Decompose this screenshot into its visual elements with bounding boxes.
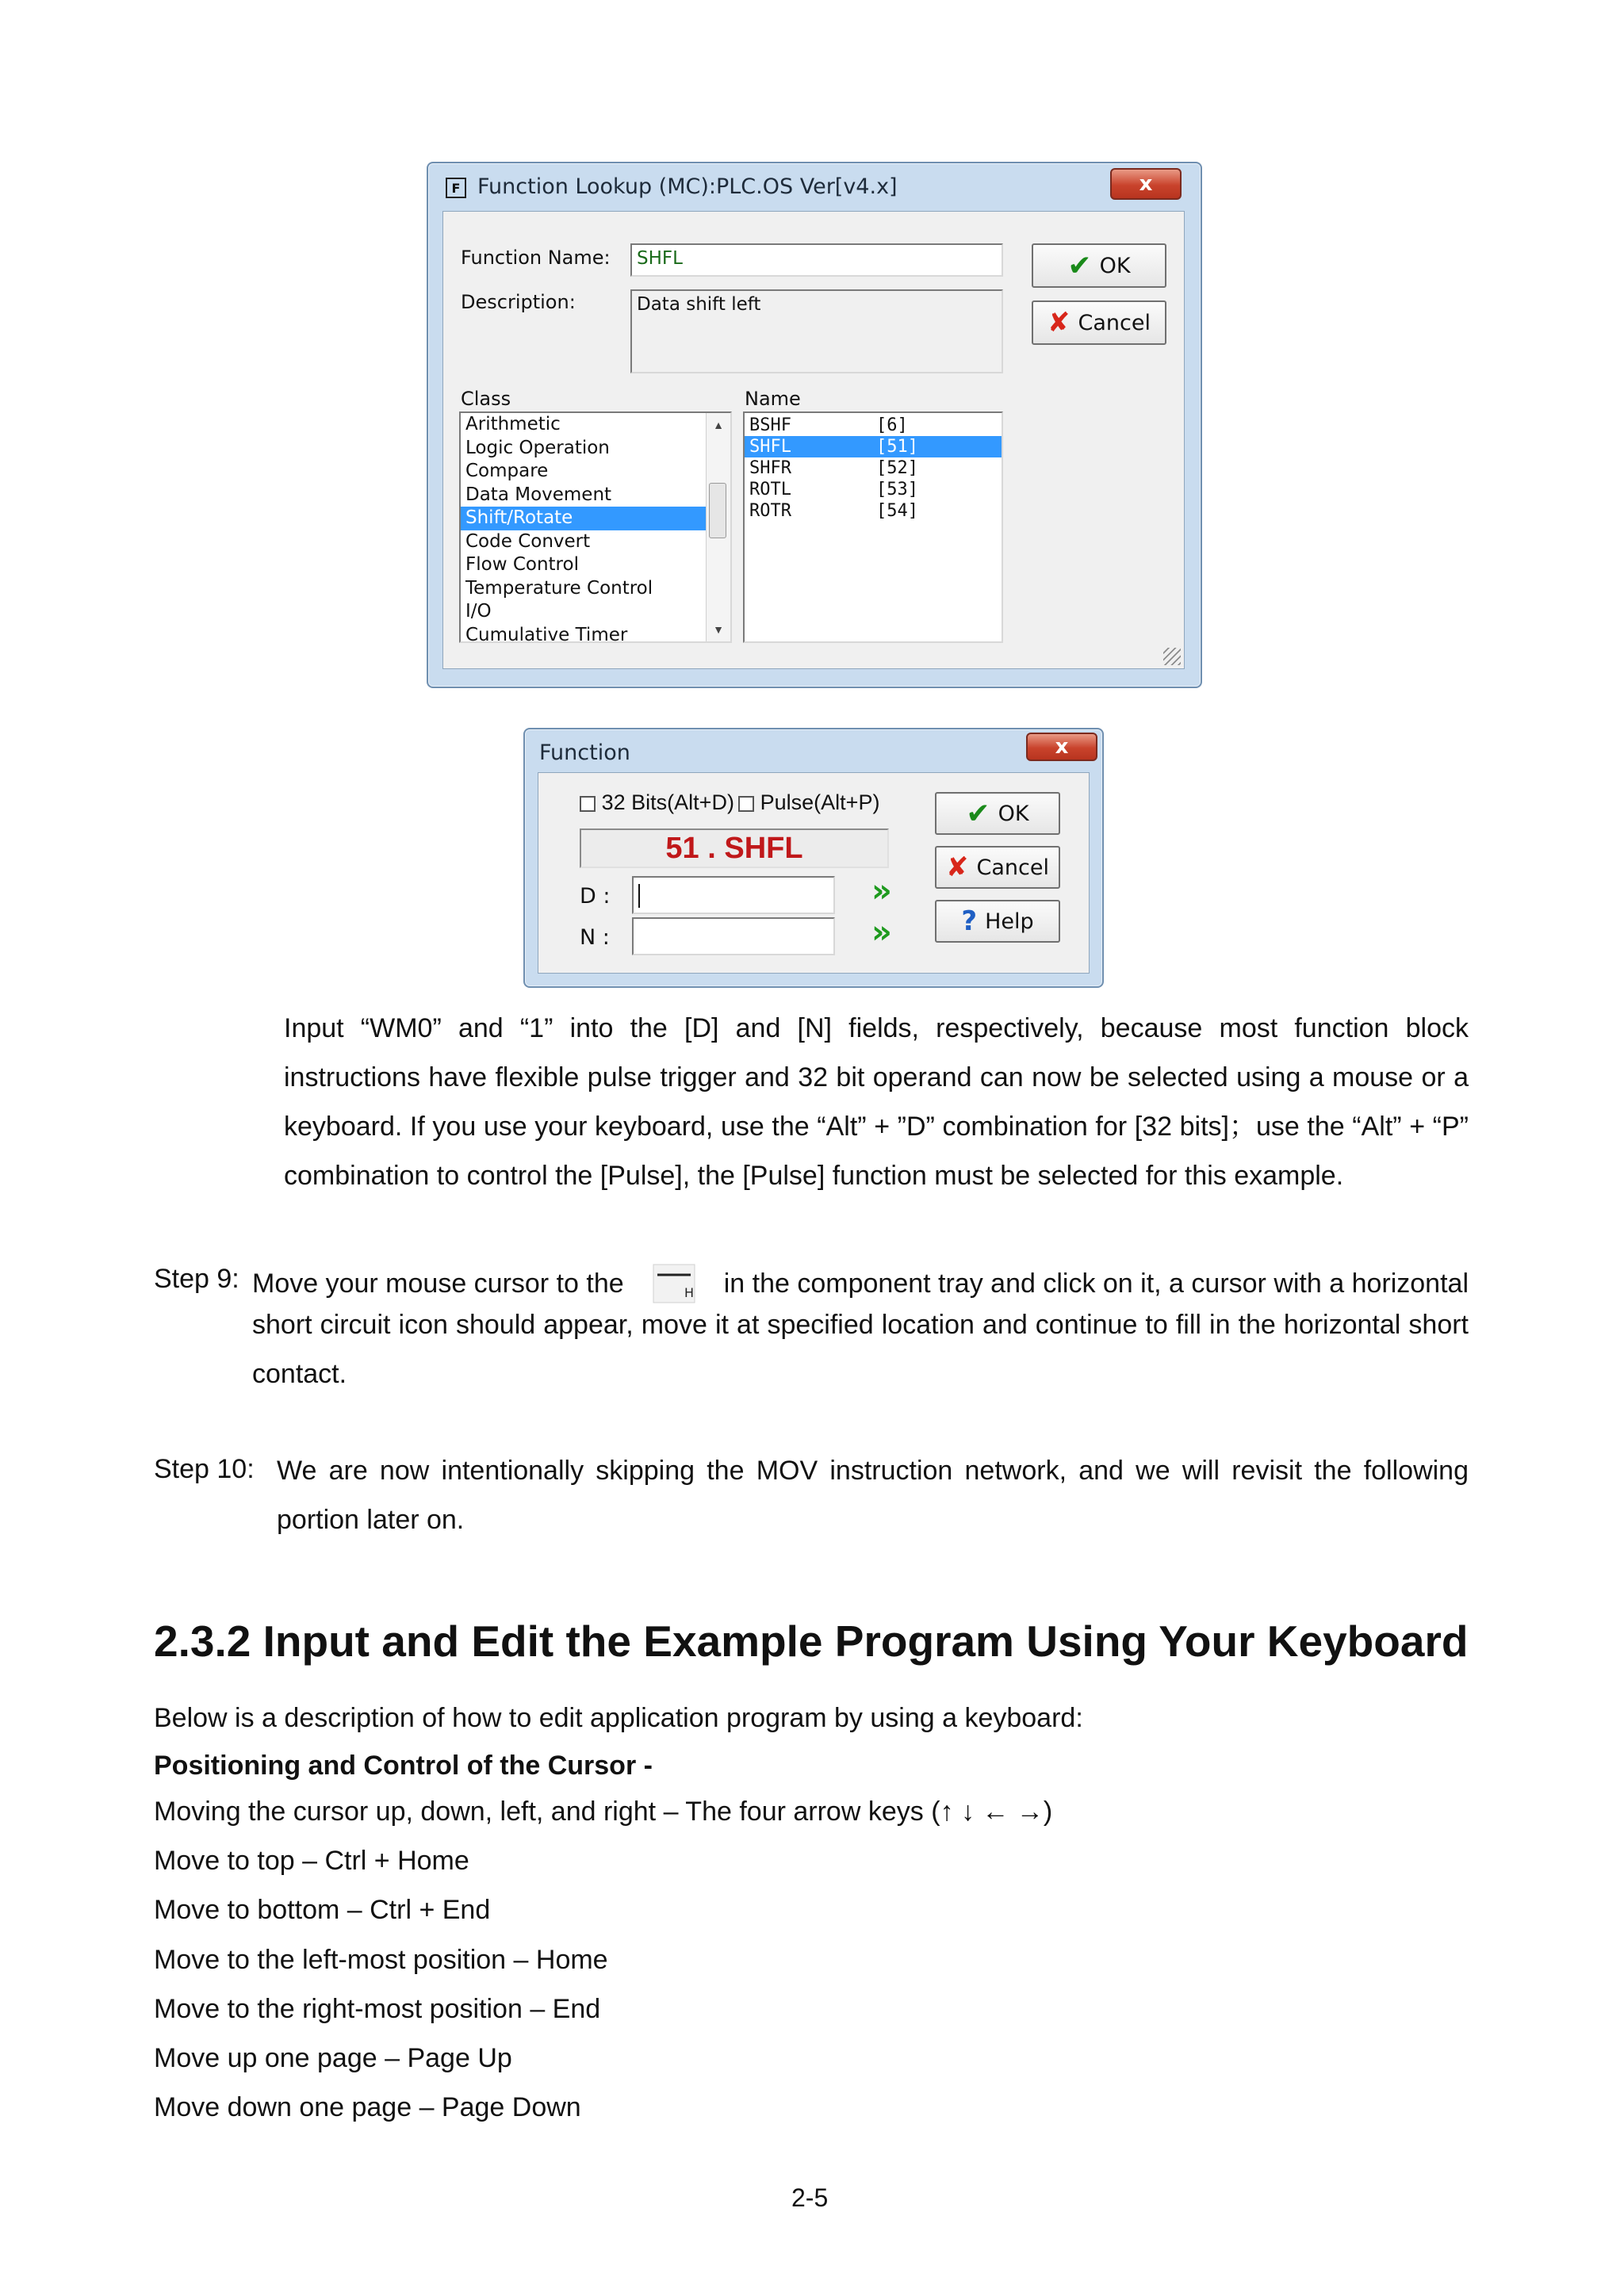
class-list-item[interactable]: Temperature Control bbox=[465, 577, 653, 599]
paragraph-input-instructions: Input “WM0” and “1” into the [D] and [N] fields, respectively, because most function block instructions have flexible pulse trigger and 32 bit operand can now be selected using a mouse or a keyboard. If you use your keyboard, use the “Alt” + ”D” combination for [32 bits]；use the “Alt” + “P” combination to control the [Pulse], the [Pulse] function must be selected for this example. bbox=[284, 1013, 1469, 1191]
name-list-item[interactable] bbox=[745, 500, 1002, 522]
class-list-item[interactable]: Code Convert bbox=[465, 530, 591, 552]
cursor-control-line: Move down one page – Page Down bbox=[154, 2092, 581, 2123]
ok-button[interactable] bbox=[1032, 243, 1166, 288]
step9-label: Step 9: bbox=[154, 1264, 239, 1294]
step10-text: We are now intentionally skipping the MOV instruction network, and we will revisit the following portion later on. bbox=[277, 1456, 1469, 1535]
app-icon bbox=[446, 178, 466, 198]
function-code: BSHF bbox=[749, 415, 791, 435]
step9-text-before: Move your mouse cursor to the bbox=[252, 1268, 624, 1299]
dialog-client-area bbox=[442, 211, 1185, 669]
close-button[interactable] bbox=[1110, 168, 1182, 200]
class-list-item[interactable]: I/O bbox=[465, 601, 492, 622]
cursor-control-line: Moving the cursor up, down, left, and right – The four arrow keys (↑ ↓ ← →) bbox=[154, 1797, 1053, 1827]
cursor-control-line: Move to top – Ctrl + Home bbox=[154, 1846, 469, 1877]
cross-icon: ✘ bbox=[1048, 307, 1071, 339]
function-number: [6] bbox=[876, 415, 908, 435]
scroll-down-icon[interactable]: ▼ bbox=[713, 623, 724, 636]
cancel-label: Cancel bbox=[1078, 310, 1151, 335]
class-list-item[interactable]: Data Movement bbox=[465, 484, 612, 505]
cancel-button[interactable] bbox=[935, 846, 1060, 889]
cursor-control-line: Move to bottom – Ctrl + End bbox=[154, 1895, 491, 1926]
help-icon: ? bbox=[961, 905, 978, 937]
function-name-label: Function Name: bbox=[461, 247, 611, 269]
page-number: 2-5 bbox=[791, 2183, 829, 2212]
n-label: N : bbox=[580, 925, 610, 950]
close-icon: x bbox=[1139, 172, 1153, 196]
ok-label: OK bbox=[998, 801, 1029, 826]
pulse-option[interactable] bbox=[738, 790, 879, 815]
scroll-up-icon[interactable]: ▲ bbox=[713, 419, 724, 431]
cursor-control-line: Move to the left-most position – Home bbox=[154, 1944, 608, 1975]
close-button[interactable] bbox=[1026, 733, 1097, 761]
bits32-checkbox[interactable] bbox=[580, 796, 596, 812]
class-list-item[interactable]: Arithmetic bbox=[465, 414, 561, 434]
n-input[interactable] bbox=[632, 917, 835, 955]
description-field: Data shift left bbox=[630, 289, 1003, 373]
bits32-label: 32 Bits(Alt+D) bbox=[601, 790, 734, 814]
class-list-item[interactable]: Flow Control bbox=[465, 554, 579, 575]
step9-first-line bbox=[252, 1264, 1469, 1303]
function-number: [51] bbox=[876, 437, 918, 457]
help-button[interactable] bbox=[935, 900, 1060, 943]
class-list-item[interactable]: Shift/Rotate bbox=[461, 507, 730, 530]
class-list-items bbox=[461, 413, 730, 643]
checkmark-icon: ✔ bbox=[966, 797, 990, 830]
pulse-checkbox[interactable] bbox=[738, 796, 754, 812]
d-browse-icon[interactable]: » bbox=[871, 873, 892, 909]
d-label: D : bbox=[580, 884, 611, 909]
description-label: Description: bbox=[461, 291, 576, 313]
function-dialog bbox=[523, 728, 1104, 988]
class-scrollbar[interactable] bbox=[706, 413, 730, 641]
dialog-title: Function Lookup (MC):PLC.OS Ver[v4.x] bbox=[477, 174, 898, 199]
cursor-control-line: Move to the right-most position – End bbox=[154, 1993, 601, 2024]
name-list-item[interactable] bbox=[745, 457, 1002, 479]
function-number: [53] bbox=[876, 480, 918, 499]
horizontal-short-icon bbox=[653, 1264, 695, 1303]
app-icon-letter: F bbox=[451, 180, 461, 196]
ok-button[interactable] bbox=[935, 792, 1060, 835]
resize-grip-icon[interactable] bbox=[1163, 648, 1181, 665]
scroll-thumb[interactable] bbox=[709, 483, 726, 538]
function-display-text: 51 . SHFL bbox=[665, 831, 803, 865]
function-code: SHFR bbox=[749, 458, 791, 478]
name-list-item[interactable] bbox=[745, 415, 1002, 436]
function-name-input[interactable]: SHFL bbox=[630, 243, 1003, 277]
class-list-item[interactable]: Cumulative Timer bbox=[465, 624, 628, 643]
section-heading: 2.3.2 Input and Edit the Example Program Using Your Keyboard bbox=[154, 1617, 1469, 1666]
step9-continuation: short circuit icon should appear, move it at specified location and continue to fill in the horizontal short contact. bbox=[252, 1310, 1469, 1389]
d-caret bbox=[638, 884, 640, 908]
cancel-button[interactable] bbox=[1032, 300, 1166, 345]
cancel-label: Cancel bbox=[976, 855, 1049, 880]
function-code: SHFL bbox=[749, 437, 791, 457]
class-list-item[interactable]: Compare bbox=[465, 461, 549, 481]
d-input[interactable] bbox=[632, 876, 835, 914]
n-browse-icon[interactable]: » bbox=[871, 914, 892, 951]
name-list-items bbox=[745, 413, 1002, 522]
function-code: ROTR bbox=[749, 501, 791, 521]
cross-icon: ✘ bbox=[946, 851, 969, 883]
step9-text-after: in the component tray and click on it, a cursor with a horizontal bbox=[723, 1268, 1469, 1299]
name-listbox[interactable] bbox=[743, 411, 1003, 643]
pulse-label: Pulse(Alt+P) bbox=[760, 790, 880, 814]
class-list-item[interactable]: Logic Operation bbox=[465, 437, 610, 458]
function-display bbox=[580, 828, 889, 868]
function-number: [52] bbox=[876, 458, 918, 478]
ok-label: OK bbox=[1099, 253, 1131, 278]
step10-label: Step 10: bbox=[154, 1454, 255, 1484]
dialog-title: Function bbox=[539, 740, 630, 765]
help-label: Help bbox=[985, 909, 1034, 934]
name-list-item[interactable] bbox=[745, 436, 1002, 457]
function-code: ROTL bbox=[749, 480, 791, 499]
bits32-option[interactable] bbox=[580, 790, 734, 815]
close-icon: x bbox=[1055, 735, 1069, 759]
name-list-item[interactable] bbox=[745, 479, 1002, 500]
dialog-client-area bbox=[538, 772, 1090, 974]
cursor-control-line: Move up one page – Page Up bbox=[154, 2043, 512, 2073]
subheading: Positioning and Control of the Cursor - bbox=[154, 1751, 653, 1781]
function-number: [54] bbox=[876, 501, 918, 521]
name-label: Name bbox=[745, 388, 801, 410]
tray-icon-letter: H bbox=[684, 1285, 694, 1300]
class-label: Class bbox=[461, 388, 511, 410]
checkmark-icon: ✔ bbox=[1067, 249, 1092, 282]
class-listbox[interactable] bbox=[459, 411, 732, 643]
intro-line: Below is a description of how to edit application program by using a keyboard: bbox=[154, 1703, 1083, 1733]
function-lookup-dialog bbox=[427, 162, 1202, 688]
